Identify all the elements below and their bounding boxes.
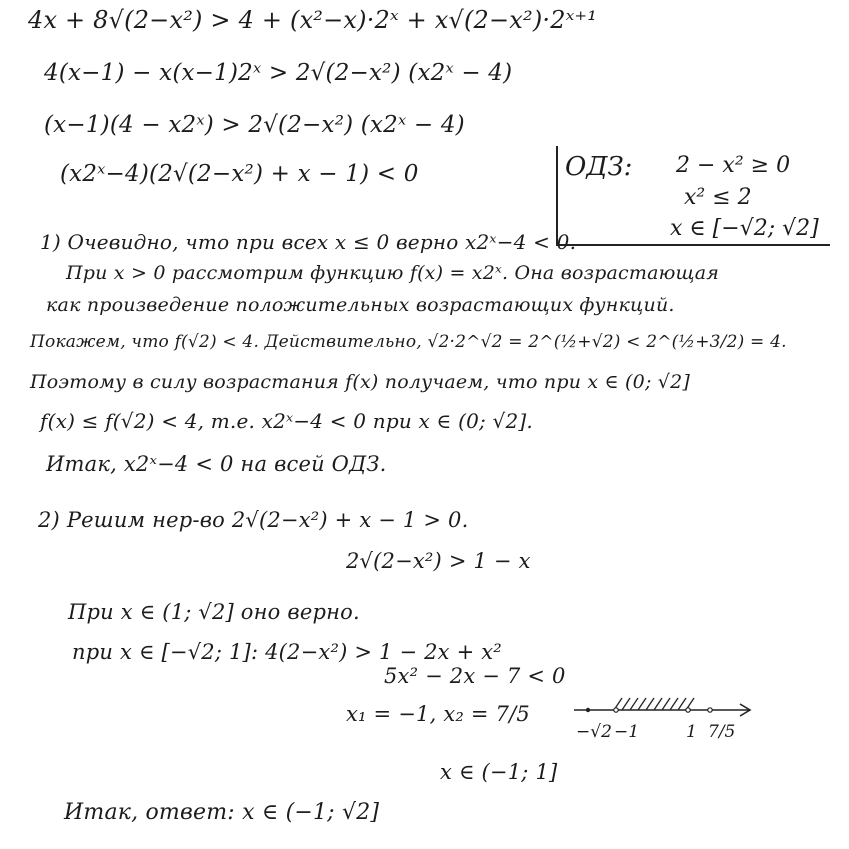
case-1-intro: 1) Очевидно, что при всех x ≤ 0 верно x2ˣ−4 < 0. — [40, 230, 577, 254]
point-1 — [686, 708, 690, 712]
point-minus-1 — [614, 708, 618, 712]
case-2-intro: 2) Решим нер-во 2√(2−x²) + x − 1 > 0. — [38, 508, 469, 532]
odz-line-1: 2 − x² ≥ 0 — [676, 153, 791, 178]
line-1-original-inequality: 4x + 8√(2−x²) > 4 + (x²−x)·2ˣ + x√(2−x²)·2ˣ⁺¹ — [28, 6, 598, 34]
case-2-rewritten: 2√(2−x²) > 1 − x — [346, 549, 531, 573]
line-3-factored: (x−1)(4 − x2ˣ) > 2√(2−x²) (x2ˣ − 4) — [44, 112, 465, 138]
case-1-show-f-sqrt2: Покажем, что f(√2) < 4. Действительно, √2·2^√2 = 2^(½+√2) < 2^(½+3/2) = 4. — [30, 332, 787, 352]
number-line-hatching — [614, 698, 694, 710]
case-2-intersection: x ∈ (−1; 1] — [440, 760, 558, 784]
number-line-label-minus-1: −1 — [614, 722, 640, 742]
case-1-function: При x > 0 рассмотрим функцию f(x) = x2ˣ. Она возрастающая — [66, 262, 720, 284]
case-1-summary: Итак, x2ˣ−4 < 0 на всей ОДЗ. — [46, 452, 387, 476]
point-minus-sqrt2 — [586, 708, 590, 712]
point-7-5 — [708, 708, 712, 712]
line-4-product-form: (x2ˣ−4)(2√(2−x²) + x − 1) < 0 — [60, 161, 419, 187]
odz-line-3: x ∈ [−√2; √2] — [670, 216, 819, 241]
number-line-label-minus-sqrt2: −√2 — [576, 722, 612, 742]
odz-title: ОДЗ: — [565, 152, 633, 182]
number-line-label-1: 1 — [686, 722, 697, 742]
case-2-quadratic: 5x² − 2x − 7 < 0 — [384, 664, 566, 688]
number-line-label-7-5: 7/5 — [708, 722, 736, 742]
case-2-roots: x₁ = −1, x₂ = 7/5 — [346, 702, 530, 726]
case-2-interval-true: При x ∈ (1; √2] оно верно. — [68, 600, 360, 624]
final-answer: Итак, ответ: x ∈ (−1; √2] — [64, 800, 380, 825]
case-2-interval-square: при x ∈ [−√2; 1]: 4(2−x²) > 1 − 2x + x² — [72, 640, 502, 664]
line-2-expanded: 4(x−1) − x(x−1)2ˣ > 2√(2−x²) (x2ˣ − 4) — [44, 60, 513, 86]
case-1-monotonic: Поэтому в силу возрастания f(x) получаем, что при x ∈ (0; √2] — [30, 371, 690, 393]
case-1-increasing-reason: как произведение положительных возрастающих функций. — [46, 294, 675, 316]
case-1-conclusion: f(x) ≤ f(√2) < 4, т.е. x2ˣ−4 < 0 при x ∈ (0; √2]. — [40, 409, 533, 433]
odz-line-2: x² ≤ 2 — [684, 185, 752, 210]
